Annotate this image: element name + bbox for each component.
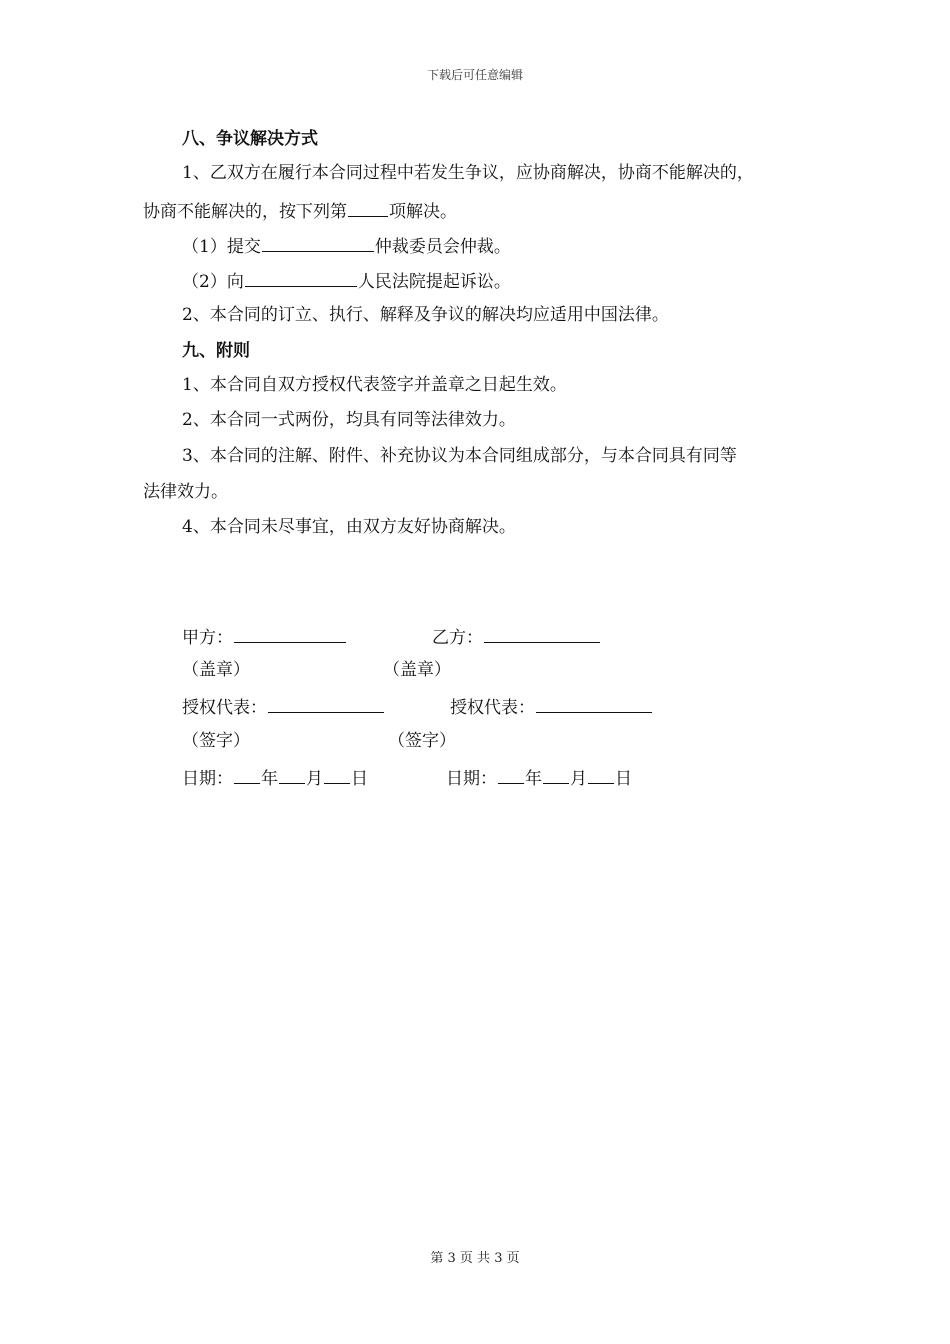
section-8-paragraph-1-line-2	[143, 198, 457, 223]
day-blank	[588, 765, 614, 784]
year-blank	[234, 765, 260, 784]
party-a-seal: （盖章）	[182, 660, 250, 680]
item-number-blank	[348, 198, 388, 217]
party-b-signature: （签字）	[388, 731, 456, 751]
clause-text-end: 项解决。	[389, 202, 457, 222]
option-1-text: 仲裁委员会仲裁。	[374, 237, 511, 257]
day-blank	[324, 765, 350, 784]
section-9-paragraph-1: 1、本合同自双方授权代表签字并盖章之日起生效。	[182, 375, 567, 395]
page-header: 下载后可任意编辑	[426, 68, 523, 82]
date-label: 日期：	[182, 769, 233, 789]
year-label: 年	[525, 769, 542, 789]
arbitration-committee-blank	[262, 233, 374, 252]
party-a-label: 甲方：	[182, 628, 233, 648]
party-b-date-line	[446, 765, 632, 790]
option-2-text: 人民法院提起诉讼。	[357, 272, 511, 292]
month-label: 月	[306, 769, 323, 789]
day-label: 日	[615, 769, 632, 789]
party-a-date-line	[182, 765, 368, 790]
option-2-label: （2）向	[182, 272, 244, 292]
party-a-line	[182, 624, 347, 649]
section-9-paragraph-4: 4、本合同未尽事宜，由双方友好协商解决。	[182, 517, 516, 537]
party-a-representative-line	[182, 694, 385, 719]
party-a-signature: （签字）	[182, 731, 250, 751]
court-name-blank	[245, 268, 357, 287]
party-b-line	[432, 624, 601, 649]
party-b-blank	[484, 624, 600, 643]
party-b-representative-blank	[536, 694, 652, 713]
option-1-arbitration	[182, 233, 511, 258]
date-label: 日期：	[446, 769, 497, 789]
section-8-paragraph-2: 2、本合同的订立、执行、解释及争议的解决均应适用中国法律。	[182, 305, 669, 325]
option-2-litigation	[182, 268, 511, 293]
section-9-paragraph-2: 2、本合同一式两份，均具有同等法律效力。	[182, 410, 516, 430]
year-label: 年	[261, 769, 278, 789]
party-a-representative-blank	[268, 694, 384, 713]
clause-text: 协商不能解决的，按下列第	[143, 202, 347, 222]
month-label: 月	[570, 769, 587, 789]
month-blank	[543, 765, 569, 784]
party-b-label: 乙方：	[432, 628, 483, 648]
section-8-title: 八、争议解决方式	[182, 129, 318, 149]
section-9-paragraph-3-line-2: 法律效力。	[143, 482, 228, 502]
section-8-paragraph-1-line-1: 1、乙双方在履行本合同过程中若发生争议，应协商解决，协商不能解决的，	[182, 163, 754, 183]
option-1-label: （1）提交	[182, 237, 261, 257]
party-b-representative-line	[450, 694, 653, 719]
party-a-blank	[234, 624, 346, 643]
page-footer: 第 3 页 共 3 页	[430, 1251, 520, 1266]
day-label: 日	[351, 769, 368, 789]
party-a-representative-label: 授权代表：	[182, 698, 267, 718]
party-b-seal: （盖章）	[383, 660, 451, 680]
month-blank	[279, 765, 305, 784]
party-b-representative-label: 授权代表：	[450, 698, 535, 718]
section-9-paragraph-3-line-1: 3、本合同的注解、附件、补充协议为本合同组成部分，与本合同具有同等	[182, 446, 737, 466]
section-9-title: 九、附则	[182, 341, 250, 361]
year-blank	[498, 765, 524, 784]
